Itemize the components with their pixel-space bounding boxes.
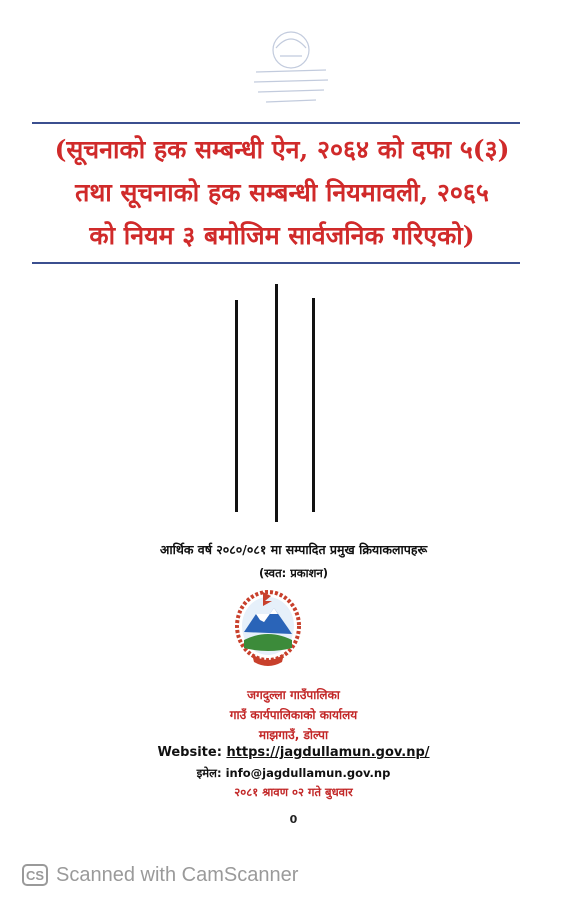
website-link[interactable]: https://jagdullamun.gov.np/ — [226, 745, 430, 760]
office-stamp — [236, 10, 346, 110]
vertical-line-center — [275, 284, 278, 522]
page-number: 0 — [289, 813, 298, 826]
office-location: माझगाउँ, डोल्पा — [258, 728, 329, 742]
legal-notice-heading — [22, 128, 542, 257]
camscanner-watermark — [22, 862, 298, 888]
watermark-text: Scanned with CamScanner — [56, 863, 299, 886]
heading-line-1: (सूचनाको हक सम्बन्धी ऐन, २०६४ को दफा ५(३) — [54, 135, 510, 164]
vertical-line-right — [312, 298, 315, 512]
nepal-government-emblem-icon — [232, 584, 304, 668]
camscanner-logo-icon: CS — [22, 864, 48, 886]
vertical-line-left — [235, 300, 238, 512]
heading-line-2: तथा सूचनाको हक सम्बन्धी नियमावली, २०६५ — [75, 178, 489, 207]
bottom-divider — [32, 262, 520, 264]
heading-line-3: को नियम ३ बमोजिम सार्वजनिक गरिएको) — [89, 221, 475, 250]
website-line — [0, 745, 587, 760]
website-label: Website: — [157, 745, 222, 760]
email-line — [0, 766, 587, 781]
report-subtitle: आर्थिक वर्ष २०८०/०८१ मा सम्पादित प्रमुख क्रियाकलापहरू — [159, 542, 428, 557]
publication-date: २०८१ श्रावण ०२ गते बुधवार — [234, 785, 353, 799]
office-name: गाउँ कार्यपालिकाको कार्यालय — [229, 708, 358, 722]
top-divider — [32, 122, 520, 124]
email-label: इमेल: — [196, 766, 222, 780]
publication-type: (स्वत: प्रकाशन) — [258, 566, 329, 580]
email-address[interactable]: info@jagdullamun.gov.np — [225, 766, 391, 780]
municipality-name: जगदुल्ला गाउँपालिका — [247, 688, 340, 702]
